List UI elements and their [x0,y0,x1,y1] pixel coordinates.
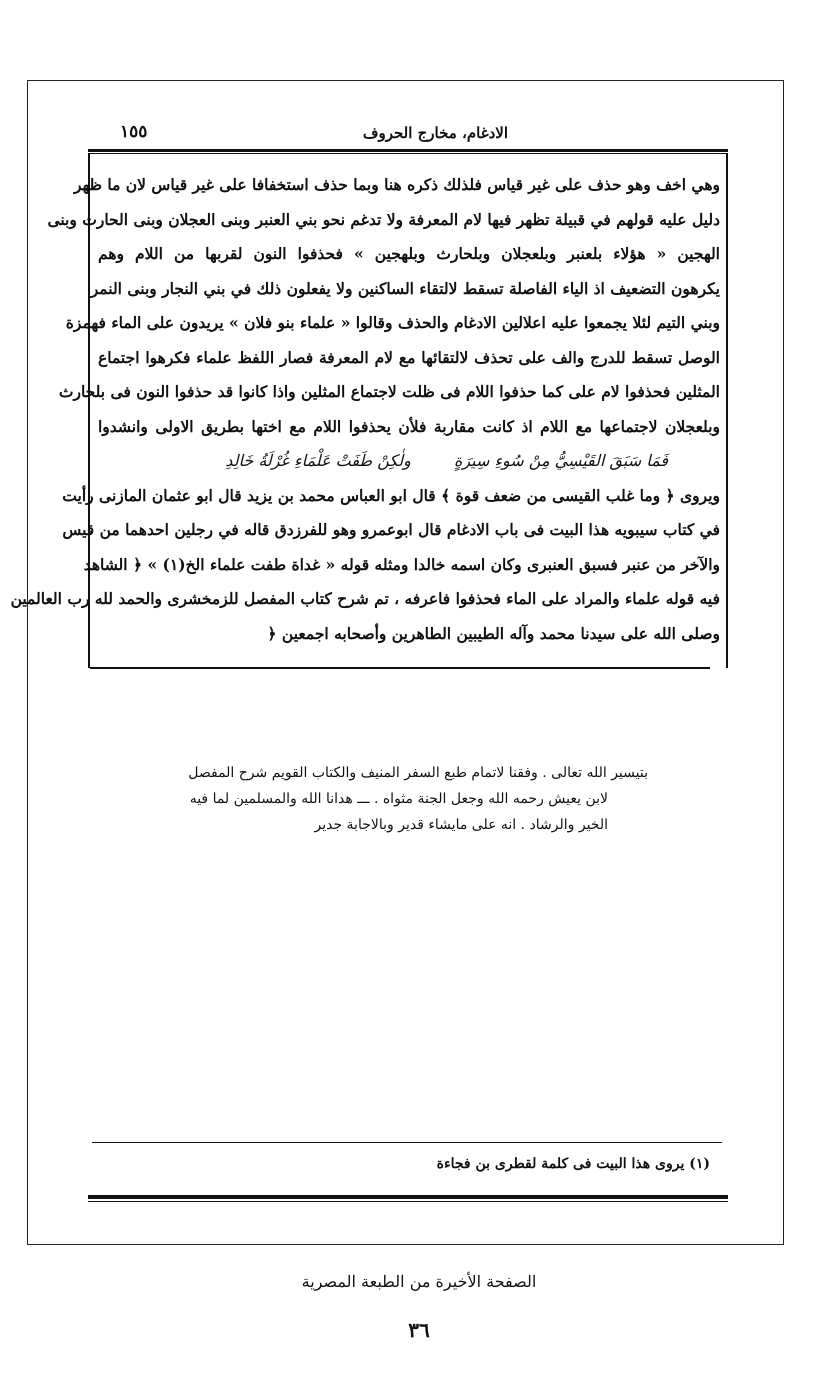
right-border [726,154,728,668]
poetry-verse [98,444,720,479]
bottom-rule-thin [88,1201,728,1202]
page-number: ١٥٥ [120,122,148,142]
page-caption: الصفحة الأخيرة من الطبعة المصرية [301,1272,537,1291]
main-text [10,168,720,651]
footnote-rule [92,1142,722,1143]
text-line: فيه قوله علماء والمراد على الماء فحذفوا فاعرفه ، تم شرح كتاب المفصل للزمخشرى والحمد لله رب العالمين [10,589,720,608]
text-line: وهي اخف وهو حذف على غير قياس فلذلك ذكره هنا وبما حذف استخفافا على غير قياس لان ما ظهر [73,175,720,194]
header-rule-thin [88,153,728,154]
running-title: الادغام، مخارج الحروف [362,124,508,142]
header-rule-thick [88,149,728,152]
colophon [158,760,648,838]
colophon-line: بتيسير الله تعالى . وفقنا لاتمام طبع السفر المنيف والكتاب القويم شرح المفصل [188,765,648,781]
sheet-number: ٣٦ [408,1318,430,1342]
page-header [88,122,728,148]
section-divider [90,667,710,669]
colophon-line: لابن يعيش رحمه الله وجعل الجنة مثواه . ـــ هدانا الله والمسلمين لما فيه [189,791,608,807]
text-line: دليل عليه قولهم في قبيلة تظهر فيها لام المعرفة ولا تدغم نحو بني العنبر وبنى العجلان وبنى الحارث وبنى [47,209,720,229]
text-line: وصلى الله على سيدنا محمد وآله الطيبين الطاهرين وأصحابه اجمعين ﴿ [267,623,720,643]
text-line: يكرهون التضعيف اذ الياء الفاصلة تسقط لالتقاء الساكنين ولا يفعلون ذلك في بني النجار وبنى النمر [90,278,720,298]
text-line: والآخر من عنبر فسبق العنبرى وكان اسمه خالدا ومثله قوله « غداة طفت علماء الخ(١) » ﴿ الشاهد [83,554,720,574]
text-line: ويروى ﴿ وما غلب القيسى من ضعف قوة ﴾ قال ابو العباس محمد بن يزيد قال ابو عثمان المازنى رأيت [62,485,720,505]
text-line: وبني التيم لئلا يجمعوا عليه اعلالين الادغام والحذف وقالوا « علماء بنو فلان » يريدون على الماء فهمزة [65,313,720,332]
printed-page [10,110,728,1208]
colophon-line: الخير والرشاد . انه على مايشاء قدير وبالاجابة جدير [314,817,608,833]
footnote: (١) يروى هذا البيت فى كلمة لقطرى بن فجاءة [436,1156,710,1172]
bottom-rule-thick [88,1195,728,1199]
verse-hemistich-2: ولٰكِنْ طَفَتْ عَلْمَاءِ غُرْلَةُ خَالِدِ [225,451,411,470]
text-line: الوصل تسقط للدرج والف على تحذف لالتقائها مع لام المعرفة فصار اللفظ علماء فكرهوا اجتماع [98,347,720,367]
text-line: الهجين « هؤلاء بلعنبر وبلعجلان وبلحارث وبلهجين » فحذفوا النون لقربها من اللام وهم [98,244,720,263]
text-line: المثلين فحذفوا لام على كما حذفوا اللام فى ظلت لاجتماع المثلين واذا كانوا قد حذفوا النون فى بلحارث [58,382,720,401]
text-line: وبلعجلان لاجتماعها مع اللام اذ كانت مقاربة فلأن يحذفوا اللام مع اختها بطريق الاولى وانشدوا [98,416,720,436]
text-line: في كتاب سيبويه هذا البيت فى باب الادغام قال ابوعمرو وهو للفرزدق قاله في رجلين احدهما من قيس [62,520,720,539]
verse-hemistich-1: فَمَا سَبَقَ القَيْسِيُّ مِنْ سُوءِ سِيرَةٍ [453,451,668,470]
